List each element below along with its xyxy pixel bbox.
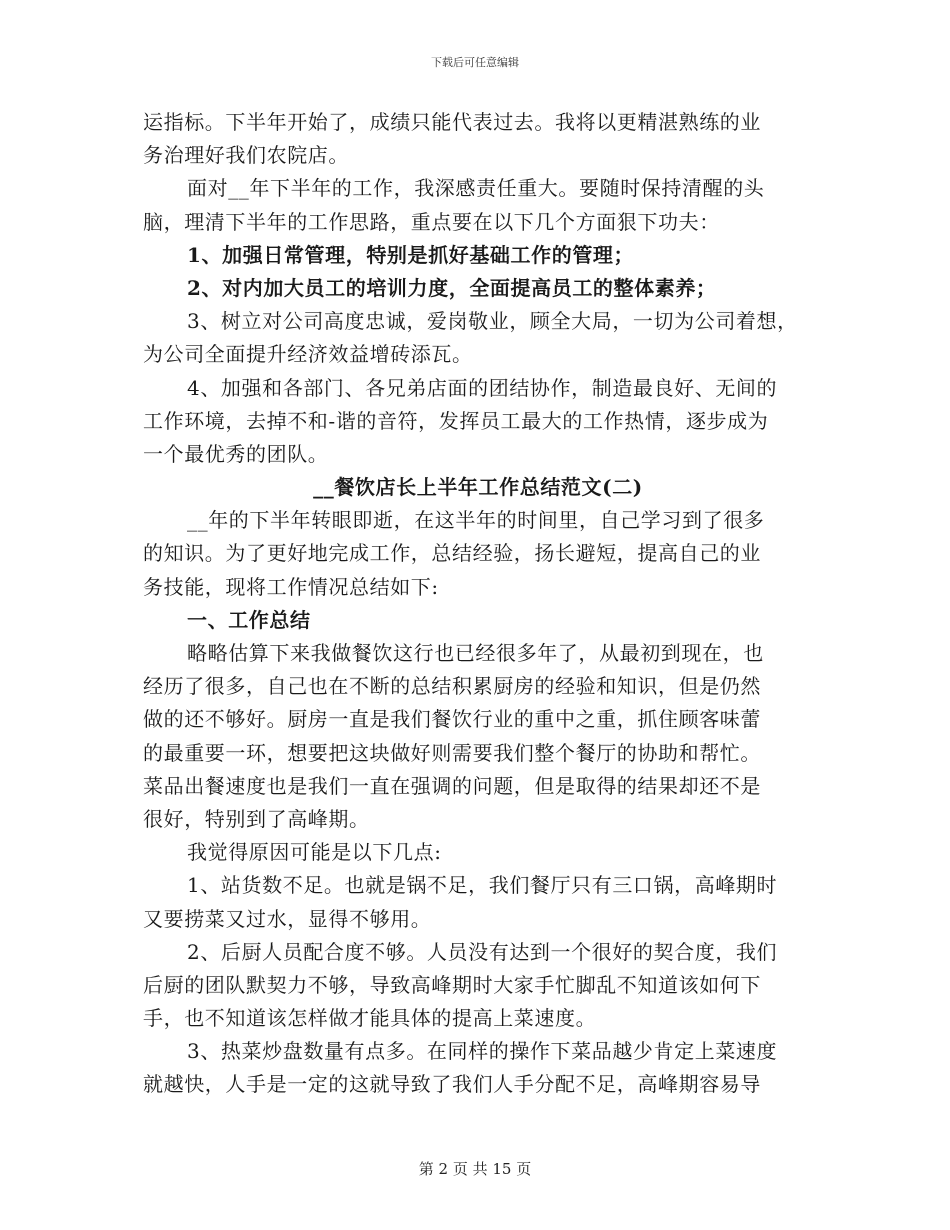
text-line: 务治理好我们农院店。 — [143, 143, 349, 168]
text-line: 一个最优秀的团队。 — [143, 441, 329, 466]
section-title: __餐饮店长上半年工作总结范文(二) — [313, 475, 643, 500]
text-line: 的最重要一环，想要把这块做好则需要我们整个餐厅的协助和帮忙。 — [143, 740, 761, 765]
text-line: 务技能，现将工作情况总结如下: — [143, 574, 439, 599]
bold-text-line: 1、加强日常管理，特别是抓好基础工作的管理； — [187, 242, 635, 267]
text-line: __年的下半年转眼即逝，在这半年的时间里，自己学习到了很多 — [187, 508, 765, 533]
text-line: 我觉得原因可能是以下几点: — [187, 840, 442, 865]
text-line: 略略估算下来我做餐饮这行也已经很多年了，从最初到现在，也 — [187, 641, 764, 665]
text-line: 面对__年下半年的工作，我深感责任重大。要随时保持清醒的头 — [187, 176, 765, 201]
text-line: 手，也不知道该怎样做才能具体的提高上菜速度。 — [143, 1006, 597, 1031]
text-line: 脑，理清下半年的工作思路，重点要在以下几个方面狠下功夫： — [143, 209, 720, 234]
text-line: 经历了很多，自己也在不断的总结积累厨房的经验和知识，但是仍然 — [143, 674, 761, 699]
text-line: 1、站货数不足。也就是锅不足，我们餐厅只有三口锅，高峰期时 — [187, 873, 778, 898]
text-line: 工作环境，去掉不和-谐的音符，发挥员工最大的工作热情，逐步成为 — [143, 408, 769, 433]
text-line: 3、树立对公司高度忠诚，爱岗敬业，顾全大局，一切为公司着想， — [187, 309, 798, 334]
text-line: 4、加强和各部门、各兄弟店面的团结协作，制造最良好、无间的 — [187, 375, 778, 400]
page-footer: 第 2 页 共 15 页 — [418, 1160, 532, 1178]
text-line: 又要捞菜又过水，显得不够用。 — [143, 906, 432, 931]
text-line: 运指标。下半年开始了，成绩只能代表过去。我将以更精湛熟练的业 — [143, 110, 761, 134]
text-line: 的知识。为了更好地完成工作，总结经验，扬长避短，提高自己的业 — [143, 541, 761, 566]
text-line: 很好，特别到了高峰期。 — [143, 806, 370, 831]
text-line: 做的还不够好。厨房一直是我们餐饮行业的重中之重，抓住顾客味蕾 — [143, 707, 761, 732]
bold-text-line: 2、对内加大员工的培训力度，全面提高员工的整体素养； — [187, 275, 717, 300]
text-line: 后厨的团队默契力不够，导致高峰期时大家手忙脚乱不知道该如何下 — [143, 972, 761, 997]
document-body — [143, 106, 813, 1102]
text-line: 3、热菜炒盘数量有点多。在同样的操作下菜品越少肯定上菜速度 — [187, 1039, 778, 1064]
text-line: 菜品出餐速度也是我们一直在强调的问题，但是取得的结果却还不是 — [143, 773, 761, 798]
bold-text-line: 一、工作总结 — [187, 607, 311, 632]
text-line: 就越快，人手是一定的这就导致了我们人手分配不足，高峰期容易导 — [143, 1072, 761, 1097]
text-line: 2、后厨人员配合度不够。人员没有达到一个很好的契合度，我们 — [187, 939, 778, 964]
page-header: 下载后可任意编辑 — [431, 56, 519, 69]
text-line: 为公司全面提升经济效益增砖添瓦。 — [143, 342, 473, 367]
